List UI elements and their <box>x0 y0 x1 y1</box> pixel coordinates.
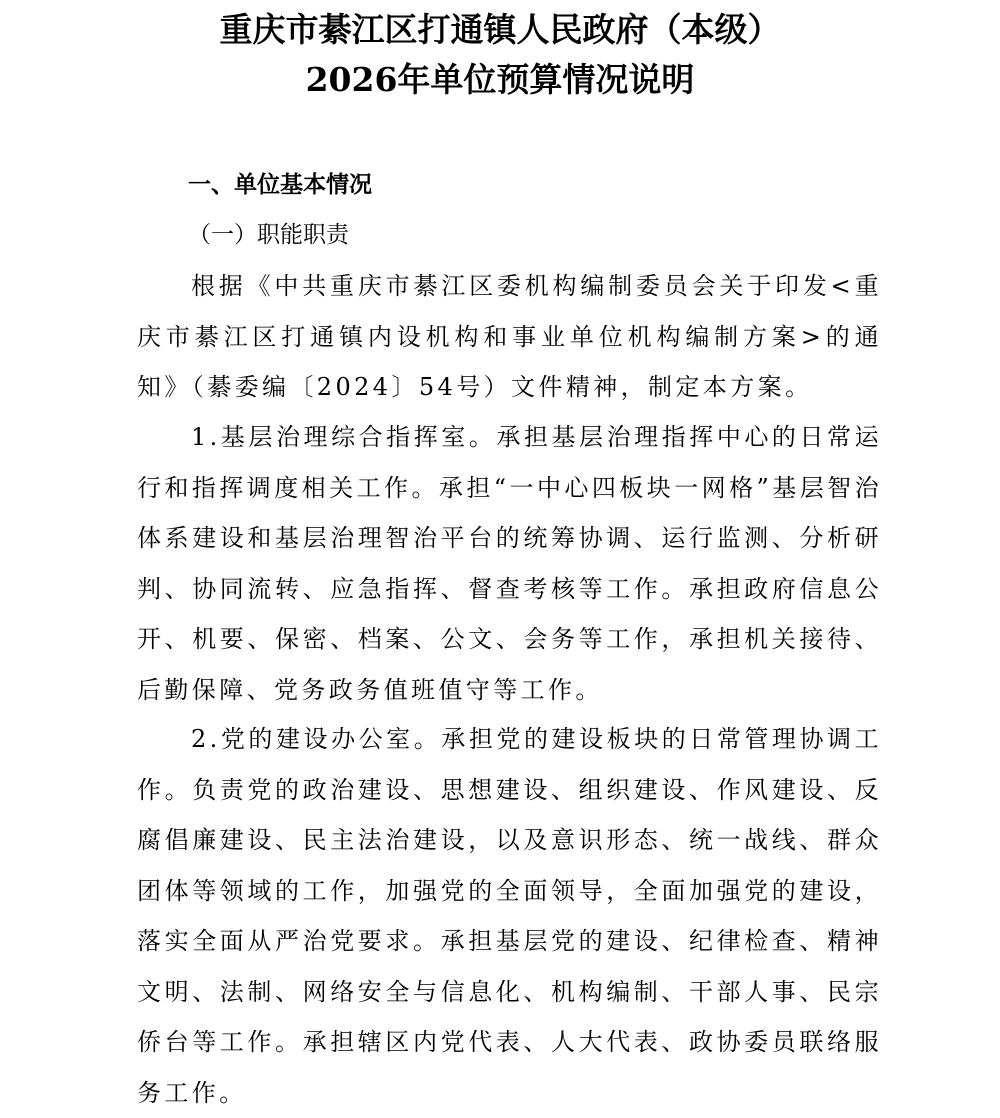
section-heading: 一、单位基本情况 <box>188 172 372 198</box>
paragraph-item-1: 1.基层治理综合指挥室。承担基层治理指挥中心的日常运行和指挥调度相关工作。承担“一中心四板块一网格”基层智治体系建设和基层治理智治平台的统筹协调、运行监测、分析研判、协同流转、应急指挥、督查考核等工作。承担政府信息公开、机要、保密、档案、公文、会务等工作，承担机关接待、后勤保障、党务政务值班值守等工作。 <box>137 423 882 704</box>
document-title-line-1: 重庆市綦江区打通镇人民政府（本级） <box>219 10 781 49</box>
paragraph-intro: 根据《中共重庆市綦江区委机构编制委员会关于印发<重庆市綦江区打通镇内设机构和事业单位机构编制方案>的通知》（綦委编〔2024〕54号）文件精神，制定本方案。 <box>137 272 882 401</box>
document-title-line-2: 2026年单位预算情况说明 <box>305 60 695 99</box>
subsection-heading: （一）职能职责 <box>188 222 349 248</box>
paragraph-item-2: 2.党的建设办公室。承担党的建设板块的日常管理协调工作。负责党的政治建设、思想建设、组织建设、作风建设、反腐倡廉建设、民主法治建设，以及意识形态、统一战线、群众团体等领域的工作，加强党的全面领导，全面加强党的建设，落实全面从严治党要求。承担基层党的建设、纪律检查、精神文明、法制、网络安全与信息化、机构编制、干部人事、民宗侨台等工作。承担辖区内党代表、人大代表、政协委员联络服务工作。 <box>137 725 882 1107</box>
